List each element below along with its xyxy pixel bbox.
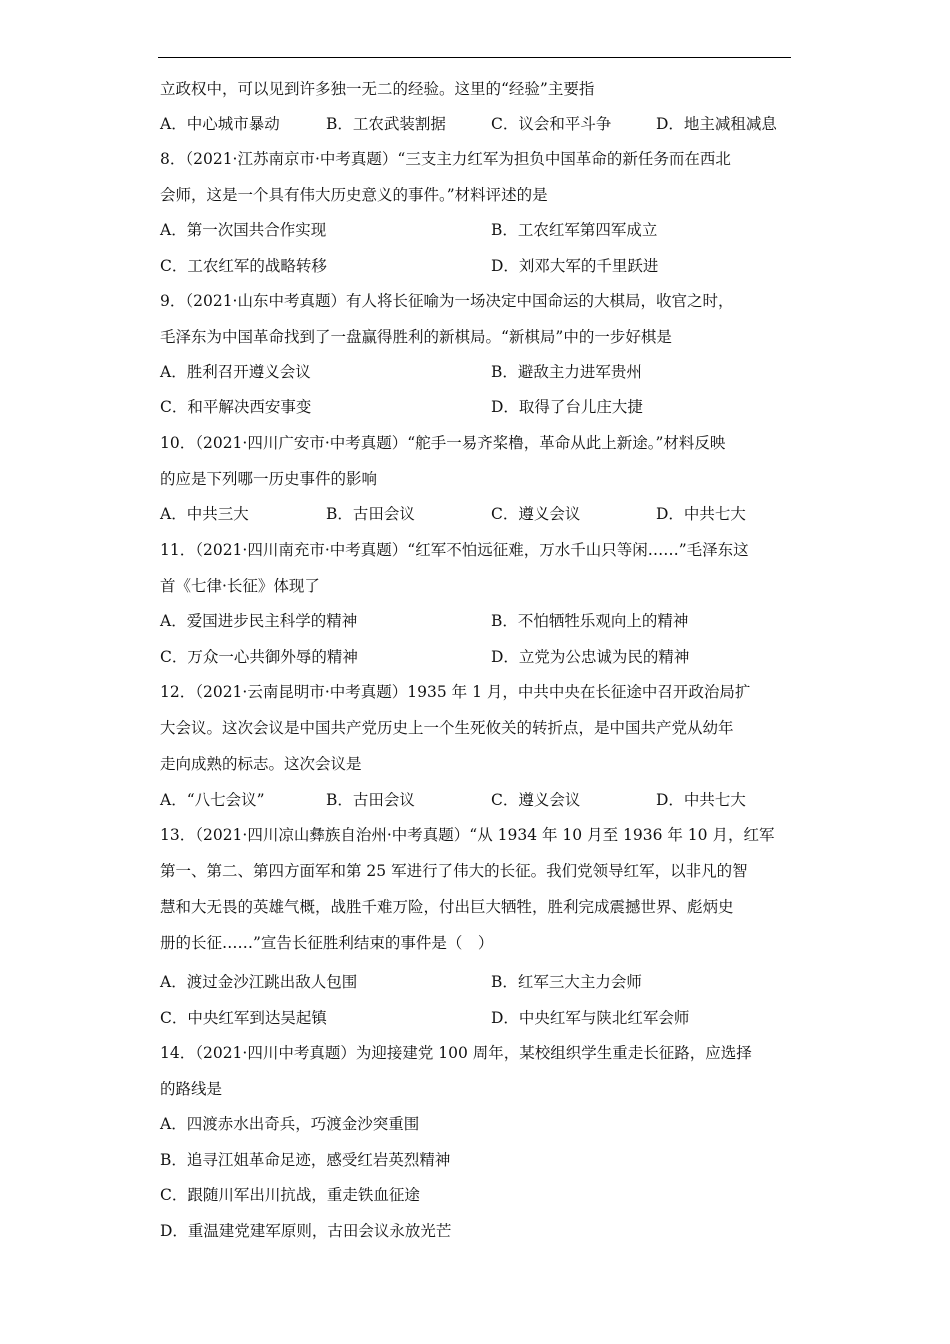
q11-option-a: A．爱国进步民主科学的精神 [160,612,358,630]
q11-option-b: B．不怕牺牲乐观向上的精神 [491,612,689,630]
q13-option-d: D．中央红军与陕北红军会师 [491,1009,690,1027]
q9-option-b: B．避敌主力进军贵州 [491,363,642,381]
q9-stem-line-1: 9．（2021·山东中考真题）有人将长征喻为一场决定中国命运的大棋局，收官之时， [160,292,734,310]
q8-option-c: C．工农红军的战略转移 [160,257,327,275]
q14-option-c: C．跟随川军出川抗战，重走铁血征途 [160,1186,420,1204]
q10-option-b: B．古田会议 [326,505,415,523]
q9-option-a: A．胜利召开遵义会议 [160,363,311,381]
q14-option-d: D．重温建党建军原则，古田会议永放光芒 [160,1222,452,1240]
q10-option-c: C．遵义会议 [491,505,581,523]
q10-stem-line-2: 的应是下列哪一历史事件的影响 [160,470,378,488]
q12-stem-line-3: 走向成熟的标志。这次会议是 [160,755,362,773]
q12-stem-line-1: 12．（2021·云南昆明市·中考真题）1935 年 1 月，中共中央在长征途中召开政治局扩 [160,683,751,701]
question-7-stem: 立政权中，可以见到许多独一无二的经验。这里的“经验”主要指 [160,80,595,98]
q14-stem-line-1: 14．（2021·四川中考真题）为迎接建党 100 周年，某校组织学生重走长征路，应选择 [160,1044,752,1062]
q7-option-b: B．工农武装割据 [326,115,446,133]
q10-option-d: D．中共七大 [656,505,746,523]
q11-option-c: C．万众一心共御外辱的精神 [160,648,358,666]
q14-option-a: A．四渡赤水出奇兵，巧渡金沙突重围 [160,1115,420,1133]
q12-stem-line-2: 大会议。这次会议是中国共产党历史上一个生死攸关的转折点，是中国共产党从幼年 [160,719,734,737]
q12-option-c: C．遵义会议 [491,791,581,809]
q9-option-d: D．取得了台儿庄大捷 [491,398,643,416]
q8-option-a: A．第一次国共合作实现 [160,221,327,239]
q14-option-b: B．追寻江姐革命足迹，感受红岩英烈精神 [160,1151,451,1169]
q13-option-a: A．渡过金沙江跳出敌人包围 [160,973,358,991]
q13-stem-line-1: 13．（2021·四川凉山彝族自治州·中考真题）“从 1934 年 10 月至 1936 年 10 月，红军 [160,826,775,844]
q13-stem-line-4: 册的长征……”宣告长征胜利结束的事件是（ ） [160,934,494,952]
q14-stem-line-2: 的路线是 [160,1080,223,1098]
q10-option-a: A．中共三大 [160,505,249,523]
q11-option-d: D．立党为公忠诚为民的精神 [491,648,690,666]
q7-option-c: C．议会和平斗争 [491,115,612,133]
q8-stem-line-2: 会师，这是一个具有伟大历史意义的事件。”材料评述的是 [160,186,548,204]
q7-option-a: A．中心城市暴动 [160,115,280,133]
q9-stem-line-2: 毛泽东为中国革命找到了一盘赢得胜利的新棋局。“新棋局”中的一步好棋是 [160,328,672,346]
q9-option-c: C．和平解决西安事变 [160,398,312,416]
q13-option-c: C．中央红军到达吴起镇 [160,1009,327,1027]
q12-option-d: D．中共七大 [656,791,746,809]
q11-stem-line-2: 首《七律·长征》体现了 [160,577,320,595]
q8-option-d: D．刘邓大军的千里跃进 [491,257,659,275]
q8-stem-line-1: 8．（2021·江苏南京市·中考真题）“三支主力红军为担负中国革命的新任务而在西北 [160,150,731,168]
q12-option-b: B．古田会议 [326,791,415,809]
q11-stem-line-1: 11．（2021·四川南充市·中考真题）“红军不怕远征难，万水千山只等闲……”毛泽东这 [160,541,749,559]
q13-stem-line-2: 第一、第二、第四方面军和第 25 军进行了伟大的长征。我们党领导红军，以非凡的智 [160,862,748,880]
q10-stem-line-1: 10．（2021·四川广安市·中考真题）“舵手一易齐桨橹，革命从此上新途。”材料反映 [160,434,726,452]
q13-option-b: B．红军三大主力会师 [491,973,642,991]
q13-stem-line-3: 慧和大无畏的英雄气概，战胜千难万险，付出巨大牺牲，胜利完成震撼世界、彪炳史 [160,898,734,916]
q7-option-d: D．地主减租减息 [656,115,777,133]
header-rule [158,57,791,58]
q8-option-b: B．工农红军第四军成立 [491,221,658,239]
q12-option-a: A．“八七会议” [160,791,265,809]
